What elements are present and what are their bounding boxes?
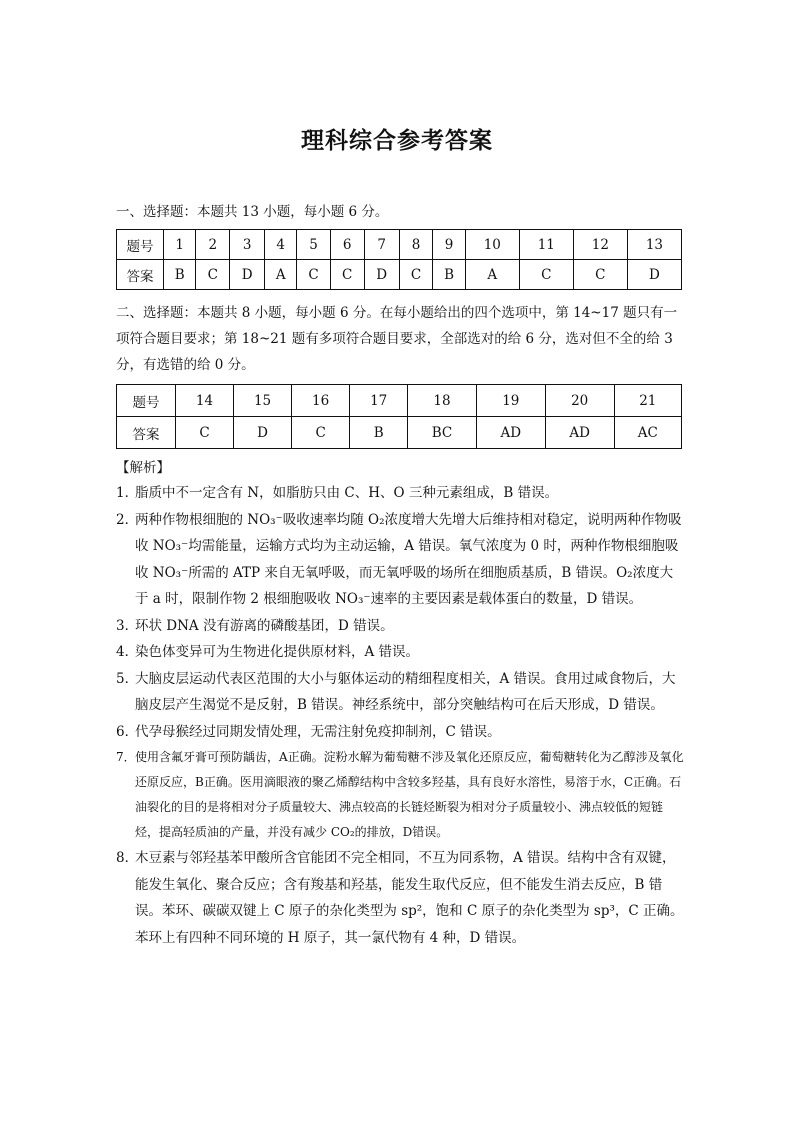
list-item [116, 480, 686, 507]
analysis-list [116, 480, 686, 951]
list-item [116, 845, 686, 951]
table-cell: C [297, 260, 331, 290]
item-number: 1． [116, 485, 139, 501]
list-item [116, 639, 686, 666]
table-cell: 8 [399, 230, 433, 260]
list-item [116, 666, 686, 719]
table-cell: D [234, 417, 292, 449]
table-cell: 21 [614, 385, 681, 417]
table-cell: C [196, 260, 230, 290]
table-cell: D [627, 260, 681, 290]
section1-heading: 一、选择题：本题共 13 小题，每小题 6 分。 [116, 204, 389, 220]
item-number: 3． [116, 617, 139, 634]
item-text: 染色体变异可为生物进化提供原材料，A 错误。 [135, 644, 420, 660]
answer-table-2 [116, 384, 682, 449]
table-row-answers [117, 260, 682, 290]
list-item [116, 745, 686, 845]
table-cell: 1 [164, 230, 196, 260]
item-text: 木豆素与邻羟基苯甲酸所含官能团不完全相同，不互为同系物，A 错误。结构中含有双键，能发生氧化、聚合反应；含有羧基和羟基，能发生取代反应，但不能发生消去反应，B 错误。苯环、碳碳双键上 C 原子的杂化类型为 sp²，饱和 C 原子的杂化类型为 sp³，C 正确。苯环上有四种不同环境的 H 原子，其一氯代物有 4 种，D 错误。 [135, 850, 684, 946]
table-cell: D [364, 260, 399, 290]
table-cell: AD [476, 417, 545, 449]
table-cell: C [330, 260, 364, 290]
table-cell: 6 [330, 230, 364, 260]
table-cell: 12 [573, 230, 627, 260]
table-cell: D [230, 260, 265, 290]
section2-heading: 二、选择题：本题共 8 小题，每小题 6 分。在每小题给出的四个选项中，第 14~17 题只有一项符合题目要求；第 18~21 题有多项符合题目要求，全部选对的给 6 分，选对但不全的给 3 分，有选错的给 0 分。 [116, 305, 678, 373]
item-number: 7． [116, 750, 136, 764]
row-label: 答案 [117, 260, 164, 290]
item-number: 8． [116, 850, 139, 866]
table-cell: C [176, 417, 234, 449]
item-number: 6． [116, 723, 139, 740]
table-cell: 13 [627, 230, 681, 260]
table-cell: 19 [476, 385, 545, 417]
table-cell: A [465, 260, 519, 290]
row-label: 答案 [117, 417, 176, 449]
table-cell: C [573, 260, 627, 290]
row-label: 题号 [117, 385, 176, 417]
table-cell: 15 [234, 385, 292, 417]
table-cell: 9 [433, 230, 465, 260]
item-text: 代孕母猴经过同期发情处理，无需注射免疫抑制剂，C 错误。 [135, 723, 501, 740]
table-cell: 2 [196, 230, 230, 260]
item-text: 环状 DNA 没有游离的磷酸基团，D 错误。 [135, 617, 394, 634]
table-cell: AC [614, 417, 681, 449]
table-row-answers [117, 417, 682, 449]
table-cell: 5 [297, 230, 331, 260]
page-title: 理科综合参考答案 [301, 128, 493, 154]
list-item [116, 719, 686, 746]
item-text: 脂质中不一定含有 N，如脂肪只由 C、H、O 三种元素组成，B 错误。 [135, 485, 559, 501]
table-cell: C [292, 417, 350, 449]
item-text: 两种作物根细胞的 NO₃⁻吸收速率均随 O₂浓度增大先增大后维持相对稳定，说明两种作物吸收 NO₃⁻均需能量，运输方式均为主动运输，A 错误。氧气浓度为 0 时，两种作物根细胞吸收 NO₃⁻所需的 ATP 来自无氧呼吸，而无氧呼吸的场所在细胞质基质，B 错误。O₂浓度大于 a 时，限制作物 2 根细胞吸收 NO₃⁻速率的主要因素是载体蛋白的数量，D 错误。 [135, 511, 682, 607]
analysis-label: 【解析】 [116, 460, 170, 476]
item-text: 使用含氟牙膏可预防龋齿，A正确。淀粉水解为葡萄糖不涉及氧化还原反应，葡萄糖转化为乙醇涉及氧化还原反应，B正确。医用滴眼液的聚乙烯醇结构中含较多羟基，具有良好水溶性，易溶于水，C正确。石油裂化的目的是将相对分子质量较大、沸点较高的长链烃断裂为相对分子质量较小、沸点较低的短链烃，提高轻质油的产量，并没有减少 CO₂的排放，D错误。 [135, 750, 684, 839]
item-text: 大脑皮层运动代表区范围的大小与躯体运动的精细程度相关，A 错误。食用过咸食物后，大脑皮层产生渴觉不是反射，B 错误。神经系统中，部分突触结构可在后天形成，D 错误。 [135, 670, 676, 713]
list-item [116, 507, 686, 613]
table-cell: 3 [230, 230, 265, 260]
table-cell: 7 [364, 230, 399, 260]
table-cell: 10 [465, 230, 519, 260]
item-number: 2． [116, 511, 139, 528]
table-row-numbers [117, 385, 682, 417]
table-cell: AD [545, 417, 614, 449]
table-cell: B [164, 260, 196, 290]
table-cell: A [265, 260, 297, 290]
row-label: 题号 [117, 230, 164, 260]
item-number: 5． [116, 670, 139, 687]
table-cell: 14 [176, 385, 234, 417]
table-cell: B [433, 260, 465, 290]
table-cell: 4 [265, 230, 297, 260]
answer-table-1 [116, 229, 682, 290]
list-item [116, 613, 686, 640]
table-cell: 16 [292, 385, 350, 417]
table-row-numbers [117, 230, 682, 260]
table-cell: 11 [519, 230, 573, 260]
table-cell: 17 [350, 385, 408, 417]
table-cell: 18 [408, 385, 477, 417]
table-cell: C [399, 260, 433, 290]
table-cell: BC [408, 417, 477, 449]
item-number: 4． [116, 644, 139, 660]
table-cell: C [519, 260, 573, 290]
table-cell: 20 [545, 385, 614, 417]
table-cell: B [350, 417, 408, 449]
